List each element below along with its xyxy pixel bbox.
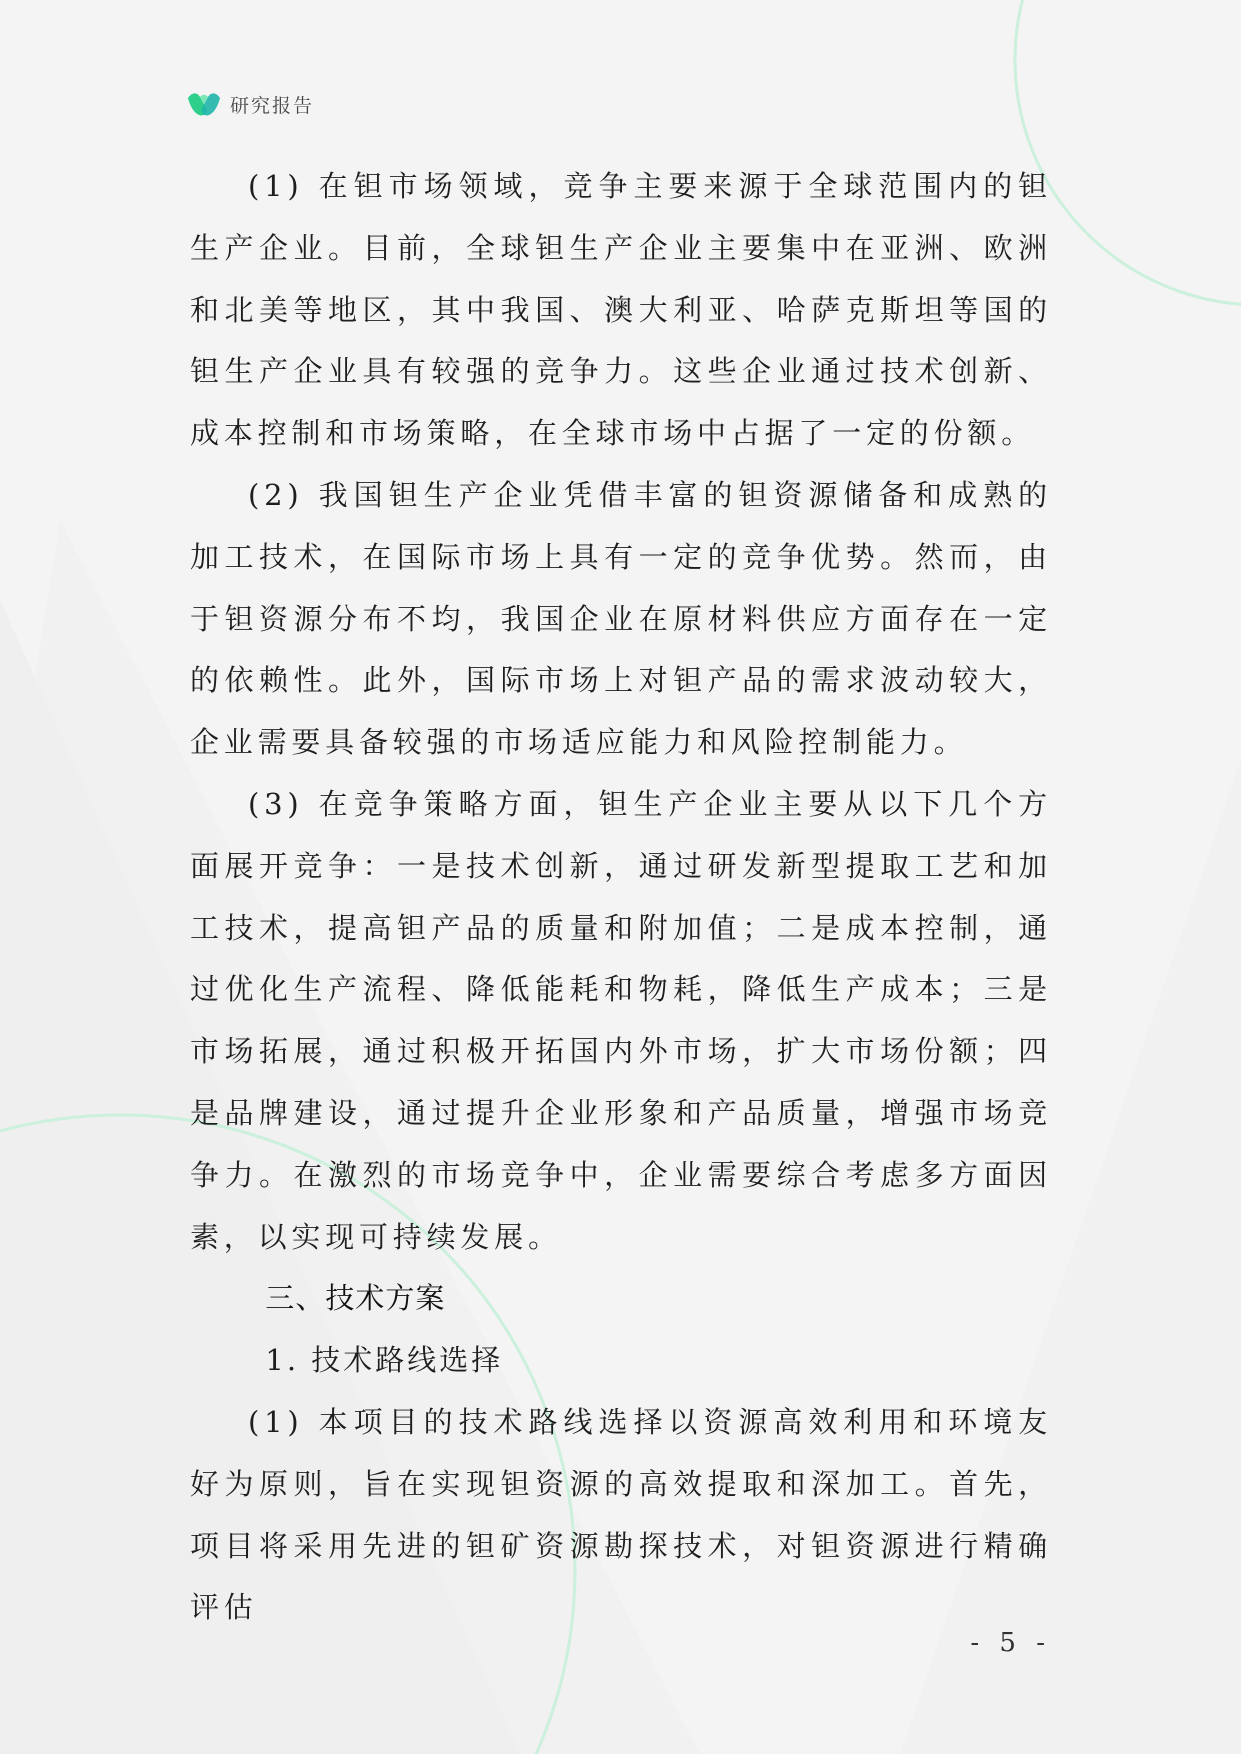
brand-logo-icon xyxy=(186,88,222,120)
paragraph-2: (2) 我国钽生产企业凭借丰富的钽资源储备和成熟的加工技术，在国际市场上具有一定的竞争优势。然而，由于钽资源分布不均，我国企业在原材料供应方面存在一定的依赖性。此外，国际市场上对钽产品的需求波动较大，企业需要具备较强的市场适应能力和风险控制能力。 xyxy=(190,477,1052,760)
paragraph-3: (3) 在竞争策略方面，钽生产企业主要从以下几个方面展开竞争：一是技术创新，通过研发新型提取工艺和加工技术，提高钽产品的质量和附加值；二是成本控制，通过优化生产流程、降低能耗和物耗，降低生产成本；三是市场拓展，通过积极开拓国内外市场，扩大市场份额；四是品牌建设，通过提升企业形象和产品质量，增强市场竞争力。在激烈的市场竞争中，企业需要综合考虑多方面因素，以实现可持续发展。 xyxy=(190,786,1052,1254)
page-number: - 5 - xyxy=(970,1628,1051,1658)
paragraph-1: (1) 在钽市场领域，竞争主要来源于全球范围内的钽生产企业。目前，全球钽生产企业主要集中在亚洲、欧洲和北美等地区，其中我国、澳大利亚、哈萨克斯坦等国的钽生产企业具有较强的竞争力。这些企业通过技术创新、成本控制和市场策略，在全球市场中占据了一定的份额。 xyxy=(190,169,1052,451)
section-heading: 三、技术方案 xyxy=(265,1281,446,1316)
subsection-heading: 1. 技术路线选择 xyxy=(265,1343,504,1378)
paragraph-4: (1) 本项目的技术路线选择以资源高效利用和环境友好为原则，旨在实现钽资源的高效提取和深加工。首先，项目将采用先进的钽矿资源勘探技术，对钽资源进行精确评估 xyxy=(190,1404,1052,1625)
header-title: 研究报告 xyxy=(230,94,315,117)
document-body xyxy=(190,156,1052,1639)
report-header xyxy=(186,88,314,120)
